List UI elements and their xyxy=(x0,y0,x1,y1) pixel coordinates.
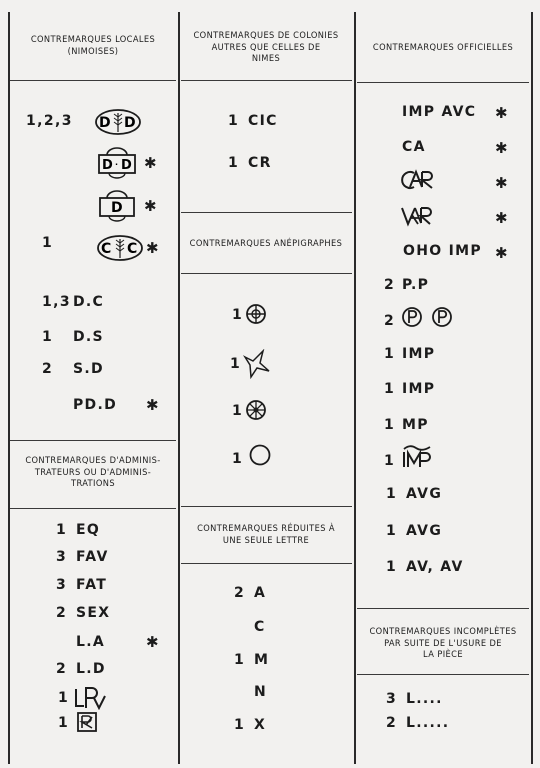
cc-palm-oval-stamp xyxy=(96,234,144,262)
countermark-text: X xyxy=(254,717,267,733)
row-count: 1 xyxy=(58,715,70,731)
header-colonies: CONTREMARQUES DE COLONIES AUTRES QUE CELLES DE NIMES xyxy=(193,30,339,64)
countermark-text: L.... xyxy=(406,691,443,707)
row-count: 1 xyxy=(384,381,396,397)
countermark-text: D.S xyxy=(73,329,104,345)
svg-text:C: C xyxy=(127,241,138,257)
svg-text:D: D xyxy=(121,158,132,173)
countermark-text: OHO IMP xyxy=(403,243,482,259)
countermark-text: IMP xyxy=(402,346,436,362)
countermark-text: D.C xyxy=(73,294,105,310)
row-count: 2 xyxy=(234,585,246,601)
lpv-ligature xyxy=(74,686,108,710)
countermark-text: MP xyxy=(402,417,429,433)
row-count: 2 xyxy=(384,313,396,329)
row-count: 3 xyxy=(56,549,68,565)
countermark-text: EQ xyxy=(76,522,101,538)
divider-incompletes-top xyxy=(357,608,529,609)
row-count: 1,2,3 xyxy=(26,113,73,129)
countermark-text: N xyxy=(254,684,268,700)
rayed-circle-icon xyxy=(245,399,267,421)
countermark-text: AVG xyxy=(406,486,443,502)
asterisk-mark: ✱ xyxy=(495,174,508,192)
divider-colonies-header xyxy=(181,80,352,81)
row-count: 2 xyxy=(42,361,54,377)
countermark-text: CA xyxy=(402,139,426,155)
column-divider-left xyxy=(8,12,10,764)
d-arched-stamp xyxy=(97,189,137,223)
header-locales: CONTREMARQUES LOCALES (NIMOISES) xyxy=(30,34,156,57)
countermark-text: AV, AV xyxy=(406,559,464,575)
countermark-text: IMP AVC xyxy=(402,104,477,120)
column-divider-1 xyxy=(178,12,180,764)
row-count: 2 xyxy=(56,605,68,621)
row-count: 1 xyxy=(384,453,396,469)
header-reduites: CONTREMARQUES RÉDUITES À UNE SEULE LETTRE xyxy=(197,523,335,546)
imp-tilde-ligature xyxy=(400,444,436,470)
row-count: 3 xyxy=(56,577,68,593)
row-count: 1 xyxy=(386,486,398,502)
svg-text:D: D xyxy=(102,158,113,173)
svg-text:C: C xyxy=(101,241,112,257)
countermark-text: CR xyxy=(248,155,272,171)
divider-incompletes-header xyxy=(357,674,529,675)
divider-officielles-header xyxy=(357,82,529,83)
divider-locales-header xyxy=(10,80,176,81)
svg-text:D: D xyxy=(99,115,111,131)
var-ligature xyxy=(400,205,436,227)
svg-text:D: D xyxy=(111,200,123,216)
boxed-monogram-stamp xyxy=(77,712,97,732)
asterisk-mark: ✱ xyxy=(495,139,508,157)
row-count: 1 xyxy=(42,329,54,345)
countermark-text: P.P xyxy=(402,277,430,293)
asterisk-mark: ✱ xyxy=(144,154,157,172)
divider-reduites-header xyxy=(181,563,352,564)
row-count: 2 xyxy=(56,661,68,677)
row-count: 2 xyxy=(386,715,398,731)
countermark-text: A xyxy=(254,585,267,601)
countermark-text: L..... xyxy=(406,715,450,731)
header-officielles: CONTREMARQUES OFFICIELLES xyxy=(372,42,514,53)
row-count: 1 xyxy=(234,717,246,733)
row-count: 1 xyxy=(228,113,240,129)
row-count: 1 xyxy=(230,356,242,372)
dd-palm-oval-stamp xyxy=(94,108,142,136)
header-admin: CONTREMARQUES D'ADMINIS- TRATEURS OU D'ADMINIS- TRATIONS xyxy=(25,455,161,489)
divider-reduites-top xyxy=(181,506,352,507)
divider-admin-top xyxy=(10,440,176,441)
asterisk-mark: ✱ xyxy=(146,633,159,651)
countermark-text: PD.D xyxy=(73,397,118,413)
countermark-text: AVG xyxy=(406,523,443,539)
countermark-text: L.A xyxy=(76,634,105,650)
row-count: 1 xyxy=(386,559,398,575)
row-count: 1 xyxy=(232,451,244,467)
countermark-text: C xyxy=(254,619,266,635)
asterisk-mark: ✱ xyxy=(495,104,508,122)
row-count: 1 xyxy=(228,155,240,171)
countermark-text: FAT xyxy=(76,577,108,593)
row-count: 1 xyxy=(234,652,246,668)
countermark-text: M xyxy=(254,652,270,668)
svg-text:D: D xyxy=(124,115,136,131)
row-count: 2 xyxy=(384,277,396,293)
asterisk-mark: ✱ xyxy=(146,396,159,414)
countermark-text: CIC xyxy=(248,113,278,129)
header-incompletes: CONTREMARQUES INCOMPLÈTES PAR SUITE DE L'USURE DE LA PIÈCE xyxy=(369,626,517,660)
header-anepigraphes: CONTREMARQUES ANÉPIGRAPHES xyxy=(189,238,343,249)
dd-arched-stamp xyxy=(97,146,137,180)
divider-anep-top xyxy=(181,212,352,213)
countermark-text: IMP xyxy=(402,381,436,397)
countermark-text: SEX xyxy=(76,605,111,621)
asterisk-mark: ✱ xyxy=(495,209,508,227)
row-count: 1 xyxy=(384,346,396,362)
row-count: 1 xyxy=(42,235,54,251)
star-shape-icon xyxy=(241,349,271,379)
quartered-circle-icon xyxy=(245,303,267,325)
asterisk-mark: ✱ xyxy=(144,197,157,215)
column-divider-2 xyxy=(354,12,356,764)
row-count: 1 xyxy=(232,403,244,419)
svg-text:·: · xyxy=(115,160,119,169)
divider-anep-header xyxy=(181,273,352,274)
row-count: 1,3 xyxy=(42,294,72,310)
row-count: 1 xyxy=(384,417,396,433)
row-count: 1 xyxy=(58,690,70,706)
plain-circle-icon xyxy=(249,444,271,466)
row-count: 1 xyxy=(232,307,244,323)
divider-admin-header xyxy=(10,508,176,509)
circled-p-pair xyxy=(401,306,455,328)
row-count: 1 xyxy=(56,522,68,538)
car-ligature xyxy=(400,169,436,191)
asterisk-mark: ✱ xyxy=(146,239,159,257)
countermark-text: L.D xyxy=(76,661,106,677)
row-count: 1 xyxy=(386,523,398,539)
countermark-text: S.D xyxy=(73,361,104,377)
countermark-text: FAV xyxy=(76,549,109,565)
asterisk-mark: ✱ xyxy=(495,244,508,262)
row-count: 3 xyxy=(386,691,398,707)
column-divider-right xyxy=(531,12,533,764)
